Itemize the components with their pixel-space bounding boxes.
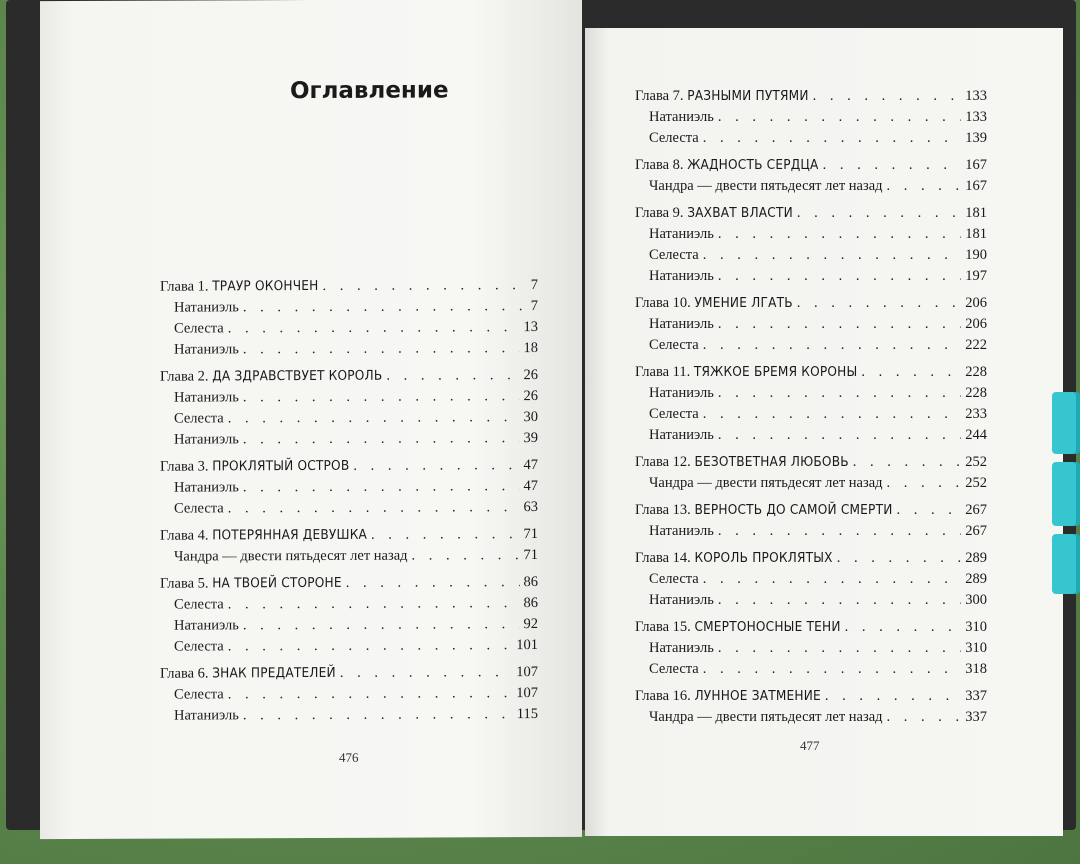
entry-label-text: Натаниэль <box>174 389 239 406</box>
page-number-right: 477 <box>800 738 820 753</box>
toc-section-entry <box>160 614 538 637</box>
entry-label <box>635 590 714 611</box>
entry-page-number: 107 <box>516 685 538 702</box>
toc-section-entry <box>160 296 538 319</box>
leader-dots <box>371 524 519 546</box>
entry-label-text: Глава 1. <box>160 278 209 295</box>
leader-dots <box>797 203 961 224</box>
page-title: Оглавление <box>290 77 449 105</box>
leader-dots <box>703 128 962 149</box>
toc-section-entry <box>635 176 987 197</box>
toc-section-entry <box>160 635 538 658</box>
entry-label <box>160 408 224 429</box>
entry-page-number: 181 <box>965 226 987 242</box>
entry-label-text: Селеста <box>174 686 224 703</box>
leader-dots <box>228 317 520 339</box>
entry-label <box>635 659 699 680</box>
toc-chapter-entry <box>160 524 538 547</box>
entry-page-number: 337 <box>965 709 987 725</box>
entry-label <box>635 176 883 197</box>
leader-dots <box>718 521 961 542</box>
entry-label-text: Глава 4. <box>160 527 209 544</box>
entry-label-text: Селеста <box>174 638 224 655</box>
leader-dots <box>861 362 961 383</box>
leader-dots <box>887 176 962 197</box>
toc-section-entry <box>635 590 987 611</box>
leader-dots <box>703 335 962 356</box>
toc-chapter-entry <box>635 155 987 176</box>
entry-page-number: 107 <box>516 664 538 681</box>
entry-label-text: Глава 16. <box>635 688 691 704</box>
entry-label <box>635 86 809 107</box>
toc-section-entry <box>160 386 538 409</box>
entry-label <box>160 498 224 519</box>
entry-label-text: Селеста <box>174 596 224 613</box>
toc-section-entry <box>635 128 987 149</box>
entry-label <box>635 548 833 569</box>
leader-dots <box>718 107 961 128</box>
entry-page-number: 289 <box>965 550 987 566</box>
entry-label <box>160 684 224 705</box>
leader-dots <box>243 704 513 726</box>
leader-dots <box>718 266 961 287</box>
entry-label <box>160 429 239 450</box>
entry-page-number: 197 <box>965 268 987 284</box>
entry-label <box>160 546 408 568</box>
chapter-title: ЗНАК ПРЕДАТЕЛЕЙ <box>212 664 336 682</box>
toc-chapter-entry <box>160 365 538 388</box>
leader-dots <box>825 686 961 707</box>
entry-label-text: Глава 5. <box>160 575 209 592</box>
entry-label <box>635 128 699 149</box>
entry-label <box>635 707 883 728</box>
entry-label-text: Натаниэль <box>649 385 714 401</box>
entry-page-number: 267 <box>965 502 987 518</box>
entry-page-number: 115 <box>516 706 538 723</box>
entry-page-number: 267 <box>965 523 987 539</box>
entry-label-text: Селеста <box>174 500 224 517</box>
entry-page-number: 337 <box>965 688 987 704</box>
entry-page-number: 30 <box>523 409 538 426</box>
toc-section-entry <box>635 473 987 494</box>
toc-chapter-entry <box>635 362 987 383</box>
toc-section-entry <box>635 425 987 446</box>
entry-label <box>160 636 224 657</box>
leader-dots <box>228 497 520 519</box>
entry-label-text: Натаниэль <box>649 316 714 332</box>
entry-label <box>635 404 699 425</box>
entry-label <box>160 477 239 498</box>
toc-section-entry <box>160 407 538 430</box>
entry-page-number: 71 <box>523 526 538 543</box>
entry-label-text: Селеста <box>649 406 699 422</box>
entry-label <box>635 224 714 245</box>
entry-label <box>635 617 841 638</box>
toc-section-entry <box>635 404 987 425</box>
chapter-title: ЖАДНОСТЬ СЕРДЦА <box>687 157 819 173</box>
toc-list-left <box>160 275 538 727</box>
entry-page-number: 18 <box>523 340 538 357</box>
entry-page-number: 228 <box>965 385 987 401</box>
entry-label-text: Глава 10. <box>635 295 691 311</box>
entry-label <box>635 425 714 446</box>
entry-label <box>160 573 342 595</box>
chapter-title: БЕЗОТВЕТНАЯ ЛЮБОВЬ <box>694 454 849 470</box>
entry-label-text: Глава 12. <box>635 454 691 470</box>
toc-section-entry <box>635 314 987 335</box>
entry-page-number: 133 <box>965 109 987 125</box>
entry-label <box>160 276 318 298</box>
toc-section-entry <box>160 476 538 499</box>
entry-label <box>635 638 714 659</box>
entry-label <box>160 339 239 360</box>
entry-page-number: 63 <box>523 499 538 516</box>
entry-label <box>160 663 336 685</box>
entry-page-number: 86 <box>523 595 538 612</box>
toc-section-entry <box>635 335 987 356</box>
entry-label-text: Натаниэль <box>649 226 714 242</box>
chapter-title: ТЯЖКОЕ БРЕМЯ КОРОНЫ <box>693 364 858 380</box>
toc-chapter-entry <box>635 203 987 224</box>
leader-dots <box>386 365 519 387</box>
entry-page-number: 133 <box>965 88 987 104</box>
chapter-title: РАЗНЫМИ ПУТЯМИ <box>687 88 809 104</box>
leader-dots <box>887 707 962 728</box>
chapter-title: ПРОКЛЯТЫЙ ОСТРОВ <box>212 457 350 475</box>
leader-dots <box>703 569 962 590</box>
leader-dots <box>718 590 961 611</box>
leader-dots <box>228 635 513 657</box>
chapter-title: ДА ЗДРАВСТВУЕТ КОРОЛЬ <box>212 367 383 385</box>
entry-label <box>635 155 819 176</box>
entry-label <box>635 203 793 224</box>
leader-dots <box>703 245 962 266</box>
entry-page-number: 13 <box>523 319 538 336</box>
entry-label-text: Натаниэль <box>174 299 239 316</box>
entry-label-text: Глава 15. <box>635 619 691 635</box>
entry-label-text: Глава 2. <box>160 368 209 385</box>
toc-chapter-entry <box>635 293 987 314</box>
toc-section-entry <box>160 497 538 520</box>
entry-label <box>160 318 224 339</box>
entry-page-number: 47 <box>523 478 538 495</box>
leader-dots <box>346 572 520 594</box>
toc-section-entry <box>635 107 987 128</box>
entry-label <box>635 266 714 287</box>
entry-label-text: Селеста <box>649 661 699 677</box>
toc-section-entry <box>635 707 987 728</box>
entry-label-text: Натаниэль <box>174 617 239 634</box>
entry-page-number: 26 <box>523 367 538 384</box>
entry-page-number: 71 <box>523 547 538 564</box>
chapter-title: НА ТВОЕЙ СТОРОНЕ <box>212 574 342 592</box>
toc-chapter-entry <box>160 455 538 478</box>
entry-label-text: Селеста <box>649 337 699 353</box>
entry-page-number: 252 <box>965 475 987 491</box>
leader-dots <box>243 386 520 408</box>
entry-label <box>160 387 239 408</box>
entry-page-number: 206 <box>965 316 987 332</box>
entry-label <box>635 293 793 314</box>
leader-dots <box>353 455 519 477</box>
entry-label-text: Селеста <box>649 130 699 146</box>
toc-section-entry <box>635 638 987 659</box>
entry-label-text: Глава 6. <box>160 665 209 682</box>
entry-page-number: 252 <box>965 454 987 470</box>
toc-section-entry <box>635 266 987 287</box>
leader-dots <box>228 683 513 705</box>
toc-chapter-entry <box>160 662 538 685</box>
entry-label-text: Селеста <box>174 320 224 337</box>
chapter-title: КОРОЛЬ ПРОКЛЯТЫХ <box>694 550 833 566</box>
toc-section-entry <box>160 683 538 706</box>
chapter-title: ТРАУР ОКОНЧЕН <box>212 277 319 295</box>
entry-label <box>635 569 699 590</box>
entry-label <box>160 366 382 388</box>
leader-dots <box>718 425 961 446</box>
toc-chapter-entry <box>635 86 987 107</box>
entry-label-text: Глава 8. <box>635 157 684 173</box>
leader-dots <box>718 224 961 245</box>
entry-label <box>160 594 224 615</box>
entry-label-text: Натаниэль <box>649 592 714 608</box>
entry-label-text: Селеста <box>649 247 699 263</box>
toc-chapter-entry <box>635 617 987 638</box>
entry-label-text: Глава 7. <box>635 88 684 104</box>
leader-dots <box>243 296 527 318</box>
toc-section-entry <box>160 317 538 340</box>
entry-label <box>635 362 857 383</box>
toc-chapter-entry <box>635 686 987 707</box>
entry-label-text: Селеста <box>649 571 699 587</box>
entry-label <box>635 107 714 128</box>
toc-chapter-entry <box>635 500 987 521</box>
toc-section-entry <box>160 593 538 616</box>
toc-section-entry <box>160 338 538 361</box>
leader-dots <box>703 404 962 425</box>
entry-label <box>635 383 714 404</box>
entry-page-number: 39 <box>523 430 538 447</box>
leader-dots <box>797 293 962 314</box>
entry-label-text: Натаниэль <box>649 640 714 656</box>
toc-section-entry <box>635 659 987 680</box>
entry-label-text: Глава 14. <box>635 550 691 566</box>
entry-label-text: Натаниэль <box>174 707 239 724</box>
entry-page-number: 310 <box>965 640 987 656</box>
entry-page-number: 300 <box>965 592 987 608</box>
entry-page-number: 190 <box>965 247 987 263</box>
clip-segment <box>1052 462 1080 526</box>
entry-page-number: 139 <box>965 130 987 146</box>
entry-page-number: 47 <box>523 457 538 474</box>
entry-page-number: 228 <box>965 364 987 380</box>
entry-label <box>635 500 892 521</box>
entry-label-text: Селеста <box>174 410 224 427</box>
leader-dots <box>718 314 961 335</box>
entry-page-number: 26 <box>523 388 538 405</box>
leader-dots <box>703 659 962 680</box>
leader-dots <box>340 662 512 684</box>
toc-chapter-entry <box>635 548 987 569</box>
entry-label-text: Натаниэль <box>174 479 239 496</box>
entry-page-number: 318 <box>965 661 987 677</box>
toc-section-entry <box>635 224 987 245</box>
entry-label-text: Натаниэль <box>174 341 239 358</box>
entry-page-number: 233 <box>965 406 987 422</box>
toc-chapter-entry <box>160 275 538 298</box>
entry-page-number: 167 <box>965 178 987 194</box>
toc-list-right <box>635 86 987 728</box>
leader-dots <box>813 86 962 107</box>
entry-label-text: Натаниэль <box>649 427 714 443</box>
leader-dots <box>228 407 520 429</box>
leader-dots <box>243 476 520 498</box>
entry-label-text: Натаниэль <box>649 268 714 284</box>
entry-label <box>160 615 239 636</box>
clip-segment <box>1052 392 1080 454</box>
entry-label-text: Натаниэль <box>649 109 714 125</box>
entry-page-number: 86 <box>523 574 538 591</box>
chapter-title: ЗАХВАТ ВЛАСТИ <box>687 205 793 221</box>
leader-dots <box>243 338 520 360</box>
entry-label <box>635 473 883 494</box>
entry-label <box>160 297 239 318</box>
entry-page-number: 206 <box>965 295 987 311</box>
entry-label <box>635 314 714 335</box>
toc-section-entry <box>160 704 538 727</box>
leader-dots <box>322 275 526 297</box>
leader-dots <box>412 545 520 566</box>
clip-segment <box>1052 534 1080 594</box>
toc-section-entry <box>635 383 987 404</box>
entry-page-number: 167 <box>965 157 987 173</box>
entry-label <box>160 525 367 547</box>
toc-section-entry <box>160 428 538 451</box>
leader-dots <box>845 617 962 638</box>
chapter-title: ВЕРНОСТЬ ДО САМОЙ СМЕРТИ <box>694 502 893 518</box>
leader-dots <box>823 155 962 176</box>
chapter-title: ПОТЕРЯННАЯ ДЕВУШКА <box>212 526 368 544</box>
entry-label-text: Глава 3. <box>160 458 209 475</box>
entry-label <box>635 245 699 266</box>
chapter-title: СМЕРТОНОСНЫЕ ТЕНИ <box>694 619 841 635</box>
leader-dots <box>718 638 961 659</box>
entry-label-text: Натаниэль <box>649 523 714 539</box>
entry-label <box>635 452 849 473</box>
leader-dots <box>896 500 961 521</box>
toc-section-entry <box>160 545 538 568</box>
leader-dots <box>243 614 520 636</box>
entry-label <box>635 335 699 356</box>
chapter-title: ЛУННОЕ ЗАТМЕНИЕ <box>694 688 821 704</box>
toc-section-entry <box>635 521 987 542</box>
entry-page-number: 7 <box>530 277 538 294</box>
toc-chapter-entry <box>160 572 538 595</box>
entry-label <box>160 456 349 478</box>
entry-label <box>635 521 714 542</box>
entry-page-number: 181 <box>965 205 987 221</box>
entry-label-text: Чандра — двести пятьдесят лет назад <box>649 475 883 491</box>
entry-label <box>160 705 239 726</box>
entry-page-number: 289 <box>965 571 987 587</box>
leader-dots <box>887 473 962 494</box>
entry-label-text: Натаниэль <box>174 431 239 448</box>
entry-label-text: Глава 13. <box>635 502 691 518</box>
entry-label-text: Глава 11. <box>635 364 691 380</box>
right-page <box>585 28 1063 836</box>
entry-label <box>635 686 821 707</box>
toc-section-entry <box>635 569 987 590</box>
entry-page-number: 310 <box>965 619 987 635</box>
entry-label-text: Глава 9. <box>635 205 684 221</box>
binder-clip-icon <box>1052 392 1080 602</box>
leader-dots <box>243 428 520 450</box>
leader-dots <box>718 383 961 404</box>
leader-dots <box>853 452 961 473</box>
page-number-left: 476 <box>339 749 359 765</box>
entry-label-text: Чандра — двести пятьдесят лет назад <box>649 709 883 725</box>
entry-page-number: 101 <box>516 637 538 654</box>
entry-page-number: 222 <box>965 337 987 353</box>
entry-page-number: 244 <box>965 427 987 443</box>
entry-label-text: Чандра — двести пятьдесят лет назад <box>649 178 883 194</box>
leader-dots <box>837 548 962 569</box>
entry-page-number: 92 <box>523 616 538 633</box>
entry-page-number: 7 <box>530 298 538 315</box>
toc-chapter-entry <box>635 452 987 473</box>
toc-section-entry <box>635 245 987 266</box>
entry-label-text: Чандра — двести пятьдесят лет назад <box>174 547 408 565</box>
left-page <box>40 0 582 839</box>
leader-dots <box>228 593 520 615</box>
chapter-title: УМЕНИЕ ЛГАТЬ <box>694 295 793 311</box>
